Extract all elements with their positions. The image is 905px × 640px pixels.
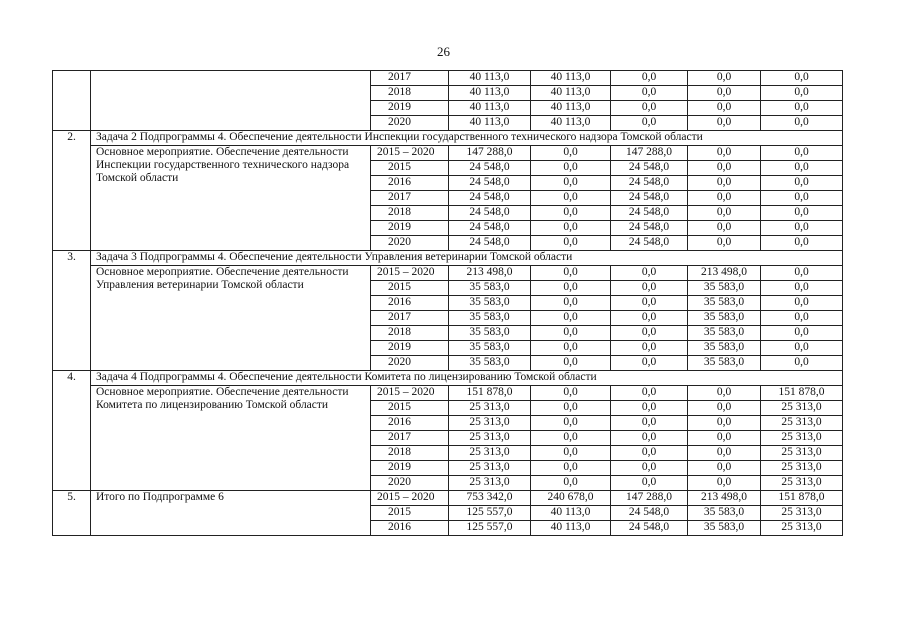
value-cell: 24 548,0 [611, 176, 688, 191]
page-number: 26 [437, 44, 450, 59]
value-cell: 0,0 [531, 206, 611, 221]
value-cell: 0,0 [531, 176, 611, 191]
value-cell: 35 583,0 [688, 311, 761, 326]
value-cell: 40 113,0 [531, 506, 611, 521]
year-cell: 2015 [371, 161, 449, 176]
value-cell: 213 498,0 [688, 491, 761, 506]
value-cell: 35 583,0 [449, 326, 531, 341]
year-cell: 2019 [371, 221, 449, 236]
task-title: Задача 4 Подпрограммы 4. Обеспечение деятельности Комитета по лицензированию Томской области [91, 371, 843, 386]
value-cell: 213 498,0 [449, 266, 531, 281]
value-cell: 0,0 [761, 116, 843, 131]
value-cell: 0,0 [688, 401, 761, 416]
value-cell: 0,0 [611, 446, 688, 461]
activity-description: Основное мероприятие. Обеспечение деятельности Управления ветеринарии Томской области [91, 266, 371, 371]
value-cell: 0,0 [611, 281, 688, 296]
year-cell: 2017 [371, 311, 449, 326]
value-cell: 0,0 [761, 71, 843, 86]
value-cell: 35 583,0 [449, 311, 531, 326]
value-cell: 24 548,0 [449, 236, 531, 251]
value-cell: 35 583,0 [449, 341, 531, 356]
value-cell: 25 313,0 [761, 431, 843, 446]
value-cell: 35 583,0 [688, 296, 761, 311]
value-cell: 0,0 [531, 191, 611, 206]
value-cell: 24 548,0 [449, 176, 531, 191]
value-cell: 0,0 [761, 176, 843, 191]
value-cell: 0,0 [761, 236, 843, 251]
value-cell: 0,0 [611, 296, 688, 311]
year-cell: 2019 [371, 341, 449, 356]
value-cell: 35 583,0 [449, 356, 531, 371]
task-title: Задача 3 Подпрограммы 4. Обеспечение деятельности Управления ветеринарии Томской области [91, 251, 843, 266]
value-cell: 147 288,0 [611, 146, 688, 161]
year-cell: 2018 [371, 206, 449, 221]
year-cell: 2016 [371, 416, 449, 431]
value-cell: 24 548,0 [449, 221, 531, 236]
task-index: 4. [53, 371, 91, 491]
value-cell: 0,0 [611, 116, 688, 131]
value-cell: 0,0 [688, 221, 761, 236]
table-row [53, 146, 843, 161]
value-cell: 125 557,0 [449, 506, 531, 521]
value-cell: 0,0 [611, 401, 688, 416]
year-cell: 2015 – 2020 [371, 386, 449, 401]
value-cell: 24 548,0 [611, 191, 688, 206]
value-cell: 0,0 [688, 116, 761, 131]
value-cell: 0,0 [688, 431, 761, 446]
value-cell: 40 113,0 [531, 116, 611, 131]
value-cell: 0,0 [688, 71, 761, 86]
task-index: 2. [53, 131, 91, 251]
value-cell: 0,0 [688, 476, 761, 491]
year-cell: 2015 [371, 506, 449, 521]
value-cell: 0,0 [688, 86, 761, 101]
value-cell: 24 548,0 [449, 191, 531, 206]
value-cell: 25 313,0 [761, 401, 843, 416]
year-cell: 2015 – 2020 [371, 266, 449, 281]
value-cell: 0,0 [611, 266, 688, 281]
value-cell: 0,0 [611, 326, 688, 341]
value-cell: 0,0 [688, 206, 761, 221]
value-cell: 0,0 [688, 386, 761, 401]
task-title: Задача 2 Подпрограммы 4. Обеспечение деятельности Инспекции государственного технического надзора Томской области [91, 131, 843, 146]
value-cell: 0,0 [531, 311, 611, 326]
year-cell: 2017 [371, 431, 449, 446]
year-cell: 2018 [371, 86, 449, 101]
value-cell: 0,0 [688, 461, 761, 476]
value-cell: 24 548,0 [611, 221, 688, 236]
value-cell: 147 288,0 [611, 491, 688, 506]
value-cell: 40 113,0 [531, 71, 611, 86]
index-cell [53, 71, 91, 131]
value-cell: 35 583,0 [449, 281, 531, 296]
value-cell: 25 313,0 [449, 446, 531, 461]
value-cell: 0,0 [531, 341, 611, 356]
value-cell: 0,0 [688, 416, 761, 431]
value-cell: 40 113,0 [531, 521, 611, 536]
year-cell: 2016 [371, 296, 449, 311]
value-cell: 151 878,0 [449, 386, 531, 401]
task-header-row [53, 131, 843, 146]
value-cell: 0,0 [531, 296, 611, 311]
value-cell: 0,0 [531, 476, 611, 491]
task-header-row [53, 251, 843, 266]
value-cell: 25 313,0 [761, 461, 843, 476]
total-label: Итого по Подпрограмме 6 [91, 491, 371, 536]
value-cell: 0,0 [761, 86, 843, 101]
value-cell: 0,0 [688, 161, 761, 176]
value-cell: 24 548,0 [449, 206, 531, 221]
value-cell: 25 313,0 [761, 521, 843, 536]
value-cell: 0,0 [611, 311, 688, 326]
year-cell: 2018 [371, 326, 449, 341]
year-cell: 2019 [371, 101, 449, 116]
value-cell: 25 313,0 [449, 476, 531, 491]
year-cell: 2020 [371, 116, 449, 131]
value-cell: 0,0 [688, 191, 761, 206]
value-cell: 0,0 [611, 386, 688, 401]
value-cell: 0,0 [531, 266, 611, 281]
year-cell: 2020 [371, 356, 449, 371]
year-cell: 2019 [371, 461, 449, 476]
value-cell: 0,0 [761, 191, 843, 206]
value-cell: 240 678,0 [531, 491, 611, 506]
value-cell: 24 548,0 [611, 521, 688, 536]
value-cell: 0,0 [611, 416, 688, 431]
value-cell: 0,0 [688, 446, 761, 461]
value-cell: 25 313,0 [449, 401, 531, 416]
activity-description: Основное мероприятие. Обеспечение деятельности Инспекции государственного технического надзора Томской области [91, 146, 371, 251]
value-cell: 0,0 [531, 146, 611, 161]
value-cell: 35 583,0 [449, 296, 531, 311]
year-cell: 2018 [371, 446, 449, 461]
value-cell: 40 113,0 [449, 116, 531, 131]
budget-table [52, 70, 843, 536]
value-cell: 0,0 [611, 476, 688, 491]
year-cell: 2016 [371, 176, 449, 191]
value-cell: 0,0 [761, 296, 843, 311]
value-cell: 35 583,0 [688, 341, 761, 356]
value-cell: 0,0 [761, 161, 843, 176]
description-cell [91, 71, 371, 131]
value-cell: 0,0 [531, 416, 611, 431]
table-row [53, 266, 843, 281]
value-cell: 35 583,0 [688, 326, 761, 341]
value-cell: 40 113,0 [449, 101, 531, 116]
value-cell: 40 113,0 [531, 101, 611, 116]
value-cell: 0,0 [761, 326, 843, 341]
value-cell: 25 313,0 [449, 431, 531, 446]
value-cell: 24 548,0 [611, 206, 688, 221]
value-cell: 0,0 [531, 461, 611, 476]
task-header-row [53, 371, 843, 386]
value-cell: 24 548,0 [611, 506, 688, 521]
value-cell: 0,0 [531, 221, 611, 236]
value-cell: 0,0 [761, 341, 843, 356]
value-cell: 0,0 [611, 71, 688, 86]
value-cell: 25 313,0 [761, 506, 843, 521]
value-cell: 25 313,0 [761, 416, 843, 431]
value-cell: 0,0 [531, 236, 611, 251]
value-cell: 35 583,0 [688, 521, 761, 536]
value-cell: 25 313,0 [449, 461, 531, 476]
year-cell: 2016 [371, 521, 449, 536]
value-cell: 0,0 [531, 386, 611, 401]
value-cell: 40 113,0 [531, 86, 611, 101]
value-cell: 24 548,0 [611, 161, 688, 176]
value-cell: 0,0 [531, 281, 611, 296]
value-cell: 35 583,0 [688, 356, 761, 371]
table-row [53, 71, 843, 86]
value-cell: 213 498,0 [688, 266, 761, 281]
value-cell: 0,0 [688, 236, 761, 251]
value-cell: 0,0 [761, 206, 843, 221]
value-cell: 753 342,0 [449, 491, 531, 506]
value-cell: 25 313,0 [761, 446, 843, 461]
value-cell: 24 548,0 [611, 236, 688, 251]
year-cell: 2017 [371, 71, 449, 86]
total-row [53, 491, 843, 506]
value-cell: 0,0 [531, 431, 611, 446]
value-cell: 0,0 [761, 146, 843, 161]
value-cell: 40 113,0 [449, 71, 531, 86]
value-cell: 0,0 [531, 446, 611, 461]
value-cell: 0,0 [611, 356, 688, 371]
value-cell: 0,0 [761, 356, 843, 371]
table-row [53, 386, 843, 401]
value-cell: 0,0 [611, 431, 688, 446]
value-cell: 0,0 [688, 101, 761, 116]
value-cell: 0,0 [531, 326, 611, 341]
value-cell: 0,0 [611, 101, 688, 116]
value-cell: 25 313,0 [449, 416, 531, 431]
value-cell: 151 878,0 [761, 491, 843, 506]
year-cell: 2015 – 2020 [371, 146, 449, 161]
value-cell: 0,0 [761, 266, 843, 281]
activity-description: Основное мероприятие. Обеспечение деятельности Комитета по лицензированию Томской области [91, 386, 371, 491]
value-cell: 0,0 [611, 461, 688, 476]
value-cell: 125 557,0 [449, 521, 531, 536]
task-index: 3. [53, 251, 91, 371]
value-cell: 0,0 [761, 221, 843, 236]
year-cell: 2015 – 2020 [371, 491, 449, 506]
value-cell: 35 583,0 [688, 281, 761, 296]
year-cell: 2015 [371, 281, 449, 296]
value-cell: 35 583,0 [688, 506, 761, 521]
total-index: 5. [53, 491, 91, 536]
table-body [53, 71, 843, 536]
value-cell: 0,0 [761, 311, 843, 326]
value-cell: 147 288,0 [449, 146, 531, 161]
value-cell: 0,0 [611, 86, 688, 101]
value-cell: 0,0 [531, 161, 611, 176]
value-cell: 25 313,0 [761, 476, 843, 491]
value-cell: 0,0 [688, 146, 761, 161]
value-cell: 0,0 [611, 341, 688, 356]
value-cell: 40 113,0 [449, 86, 531, 101]
year-cell: 2020 [371, 476, 449, 491]
value-cell: 0,0 [761, 101, 843, 116]
year-cell: 2015 [371, 401, 449, 416]
value-cell: 0,0 [531, 401, 611, 416]
value-cell: 0,0 [688, 176, 761, 191]
year-cell: 2020 [371, 236, 449, 251]
value-cell: 24 548,0 [449, 161, 531, 176]
value-cell: 0,0 [761, 281, 843, 296]
value-cell: 151 878,0 [761, 386, 843, 401]
value-cell: 0,0 [531, 356, 611, 371]
year-cell: 2017 [371, 191, 449, 206]
